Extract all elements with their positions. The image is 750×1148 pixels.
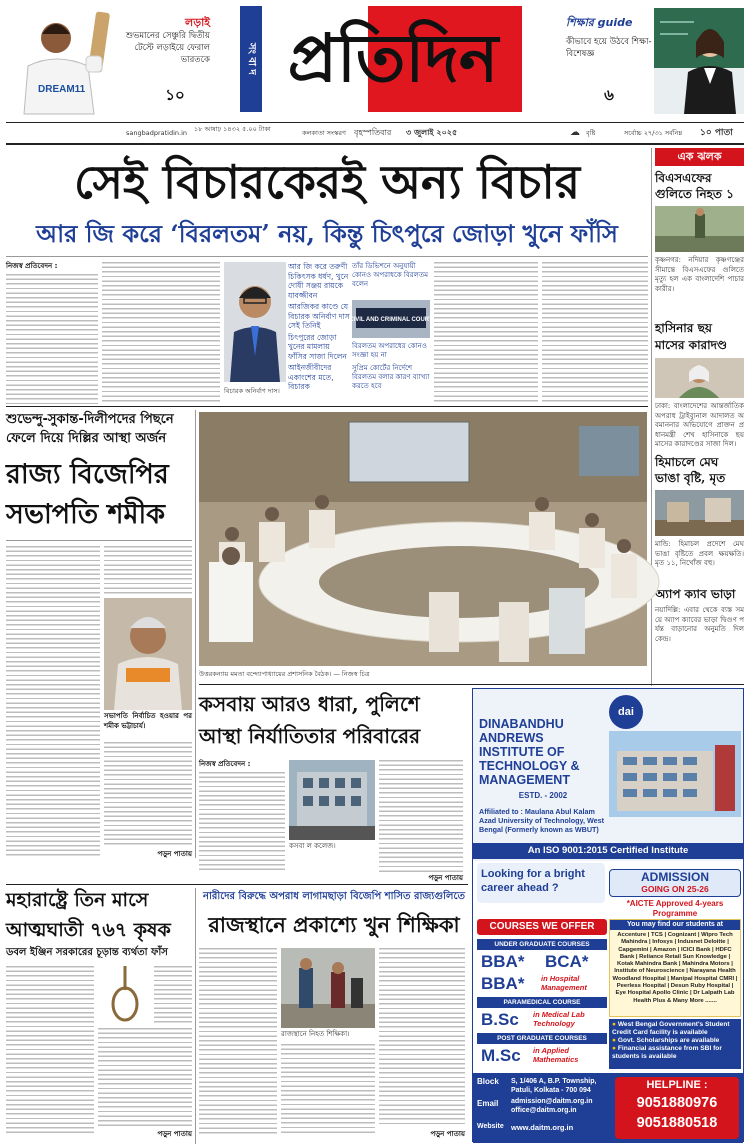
bjp-text-col2a (104, 546, 192, 596)
ad-email[interactable]: admission@daitm.org.in office@daitm.org.in (511, 1098, 593, 1114)
maha-text-col1 (6, 966, 94, 1136)
ad-helpline-label: HELPLINE : (646, 1079, 708, 1091)
ad-contact (473, 1073, 743, 1143)
svg-text:CIVIL AND CRIMINAL COURT: CIVIL AND CRIMINAL COURT (349, 317, 433, 323)
court-photo (349, 300, 433, 338)
ad-name-block (479, 717, 607, 787)
lead-bullet-box (224, 262, 350, 402)
ad-block: S, 1/406 A, B.P. Township, Patuli, Kolkata - 700 094 (511, 1078, 597, 1094)
ad-perk-2-text: Govt. Scholarships are available (617, 1037, 720, 1044)
raj-photo (281, 948, 375, 1028)
col-divider-2 (195, 888, 196, 1144)
ad-perk-2 (612, 1037, 738, 1045)
lead-text-col1 (6, 274, 98, 404)
ad-perk-3 (612, 1045, 738, 1061)
ad-course-msc: M.Sc (481, 1046, 521, 1065)
meeting-rule (199, 684, 744, 685)
ad-course-bsc: B.Sc (481, 1010, 519, 1029)
lead-bullet-4: আইনজীবীদের একাংশের মতে, বিচারক (288, 363, 334, 391)
dateline-day: বৃহস্পতিবার (354, 128, 392, 137)
hasina-portrait (655, 358, 744, 398)
ad-course-bba: BBA* (481, 952, 525, 971)
dateline-top-rule (6, 122, 744, 123)
ad-helpline-box (615, 1077, 739, 1139)
dateline-bottom-rule (6, 143, 744, 145)
kasba-text-col2 (379, 760, 463, 872)
ad-ug-label: UNDER GRADUATE COURSES (477, 939, 607, 950)
daitm-advertisement[interactable] (472, 688, 744, 1142)
sidebar-item-4-head: অ্যাপ ক্যাব ভাড়া (655, 587, 736, 601)
college-building-illustration (289, 760, 375, 840)
lead-bullet-2: আরজিকর কাণ্ডে যে বিচারক অনির্বাণ দাস সেই তিনিই (288, 302, 350, 330)
sidebar-item-4-body: নয়াদিল্লি: এবার থেকে ব্যস্ত সময়ে অ্যাপ ক্যাবের ভাড়া দ্বিগুণ পর্যন্ত বাড়ানোর অনুমতি দিল কেন্দ্র। (655, 606, 744, 643)
lead-text-col2 (102, 262, 220, 402)
ad-block-label: Block (477, 1077, 499, 1086)
ad-course-msc-sub: in Applied Mathematics (533, 1046, 579, 1064)
maha-headline-2[interactable]: আত্মঘাতী ৭৬৭ কৃষক (6, 919, 171, 941)
kasba-continued[interactable]: পড়ুন পাতায় (428, 874, 463, 882)
lead-bullet2-3: সুপ্রিম কোর্টের নির্দেশে বিরলতম বলার কারণ ব্যাখ্যা করতে হবে (352, 364, 430, 390)
ad-aicte: *AICTE Approved 4-years Programme (626, 899, 724, 918)
kasba-photo-caption: কসবা ল কলেজ। (289, 842, 336, 850)
right-teaser-text[interactable]: কীভাবে হয়ে উঠবে শিক্ষা-বিশেষজ্ঞ (566, 37, 652, 59)
sidebar-item-3-photo (655, 490, 744, 536)
ad-perks (609, 1019, 741, 1069)
kasba-col1 (199, 760, 285, 870)
border-scene-illustration (655, 206, 744, 252)
bullet-icon: ● (612, 1021, 618, 1028)
crime-scene-illustration (281, 948, 375, 1028)
samik-photo (104, 598, 192, 710)
lead-dateline: নিজস্ব প্রতিবেদন : (6, 262, 58, 270)
samik-photo-caption: সভাপতি নির্বাচিত হওয়ার পর শমীক ভট্টাচার্য। (104, 712, 192, 730)
bjp-kicker[interactable]: শুভেন্দু-সুকান্ত-দিলীপদের পিছনে ফেলে দিয়ে দিল্লির আস্থা অর্জন (6, 412, 174, 446)
lead-bullet-3: চিৎপুরের জোড়া খুনের মামলায় ফাঁসির সাজা দিলেন (288, 332, 347, 361)
lead-body-col1 (6, 262, 98, 402)
lead-bullet2-2: বিরলতম অপরাধের কোনও সংজ্ঞা হয় না (352, 342, 427, 359)
bjp-headline-2[interactable]: সভাপতি শমীক (6, 499, 166, 530)
kasba-dateline: নিজস্ব প্রতিবেদন : (199, 760, 251, 768)
teacher-photo (654, 8, 744, 114)
dateline-edition: কলকাতা সংস্করণ (302, 129, 346, 137)
ad-perk-3-text: Financial assistance from SBI for students is available (612, 1045, 722, 1060)
svg-text:DREAM11: DREAM11 (38, 84, 86, 95)
paper-title[interactable]: প্রতিদিন (287, 19, 499, 97)
ad-perk-1 (612, 1021, 738, 1037)
dateline-web[interactable]: sangbadpratidin.in (126, 129, 188, 137)
col-divider-1 (195, 410, 196, 858)
ad-course-bba-hm: BBA* (481, 974, 525, 993)
kasba-headline-1[interactable]: কসবায় আরও ধারা, পুলিশে (199, 692, 420, 716)
ad-looking: Looking for a bright career ahead ? (477, 863, 605, 903)
kasba-photo (289, 760, 375, 840)
judge-photo (224, 262, 286, 382)
ad-course-bsc-sub: in Medical Lab Technology (533, 1010, 585, 1028)
ad-recruiters-head: You may find our students at (610, 920, 740, 930)
sidebar-item-2[interactable] (655, 320, 744, 452)
noose-icon (98, 966, 152, 1026)
ad-phone-1[interactable]: 9051880976 (636, 1095, 718, 1111)
samik-portrait (104, 598, 192, 710)
ad-perk-1-text: West Bengal Government's Student Credit Card facility is available (612, 1021, 730, 1036)
meeting-photo-caption: উত্তরকন্যায় মমতা বন্দ্যোপাধ্যায়ের প্রশাসনিক বৈঠক। — নিজস্ব চিত্র (199, 670, 370, 678)
bjp-text-col2b (104, 742, 192, 848)
sidebar-item-1[interactable] (655, 170, 744, 318)
ad-campus-photo (609, 731, 741, 817)
ad-admission-box[interactable] (609, 869, 741, 897)
ad-recruiters-box (609, 919, 741, 1017)
cloud-icon: ☁ (570, 127, 580, 138)
lead-court-box (349, 262, 433, 402)
maha-text-col2 (154, 966, 192, 1026)
ad-web[interactable]: www.daitm.org.in (511, 1123, 574, 1132)
raj-continued[interactable]: পড়ুন পাতায় (430, 1130, 465, 1138)
raj-text-col3 (379, 948, 465, 1126)
ad-name-2: ANDREWS (479, 731, 544, 745)
lead-rule (6, 256, 648, 257)
sidebar-item-1-head: বিএসএফের গুলিতে নিহত ১ (655, 171, 734, 201)
lead-text-col3 (434, 262, 538, 402)
ad-name-3: INSTITUTE OF (479, 745, 565, 759)
maha-continued[interactable]: পড়ুন পাতায় (157, 1130, 192, 1138)
cricketer-photo (6, 8, 118, 114)
bullet-icon: ● (612, 1037, 618, 1044)
lead-bottom-rule (6, 406, 648, 407)
lead-bullet2-1: তাঁর ডিভিশনে অনুযায়ী কোনও অপরাধকে বিরলতম বলেন (352, 262, 428, 288)
left-teaser-text[interactable]: শুভমানের সেঞ্চুরি দ্বিতীয় টেস্টে লড়াইয়ে ফেরাল ভারতকে (125, 31, 210, 65)
ad-name-5: MANAGEMENT (479, 773, 570, 787)
kasba-text-col1 (199, 772, 285, 870)
judge-photo-caption: বিচারক অনির্বাণ দাস। (224, 387, 280, 395)
court-sign-illustration (349, 300, 433, 338)
sidebar-title: এক ঝলক (677, 150, 722, 163)
dateline-date: ৩ জুলাই ২০২৫ (406, 128, 458, 137)
ad-email-label: Email (477, 1099, 499, 1108)
right-teaser-page: ৬ (604, 86, 614, 104)
sidebar-item-1-photo (655, 206, 744, 252)
lead-headline[interactable]: সেই বিচারকেরই অন্য বিচার (73, 155, 580, 209)
ad-web-label: Website (477, 1123, 504, 1130)
sidebar-item-1-body: কৃষ্ণনগর: নদিয়ার কৃষ্ণগঞ্জের সীমান্তে বিএসএফের গুলিতে মৃত্যু হল এক বাংলাদেশি পাচারকারীর। (655, 256, 744, 293)
ad-admission-going: GOING ON 25-26 (641, 884, 709, 894)
judge-portrait (224, 262, 286, 382)
lead-subhead[interactable]: আর জি করে ‘বিরলতম’ নয়, কিন্তু চিৎপুরে জোড়া খুনে ফাঁসি (36, 219, 618, 248)
campus-building-illustration (609, 731, 741, 817)
ad-iso: An ISO 9001:2015 Certified Institute (473, 843, 743, 859)
right-teaser-tag: শিক্ষার guide (566, 16, 633, 29)
bjp-headline-1[interactable]: রাজ্য বিজেপির (6, 459, 169, 490)
ad-name-4: TECHNOLOGY & (479, 759, 580, 773)
meeting-photo (199, 412, 647, 666)
dateline-price: ১৮ আষাঢ় ১৪৩২ ৫.০০ টাকা (194, 125, 271, 133)
raj-text-col1 (199, 948, 277, 1136)
lead-bullets (288, 262, 350, 391)
side-label-box (240, 6, 262, 112)
maha-subhead: ডবল ইঞ্জিন সরকারের চূড়ান্ত ব্যর্থতা ফাঁস (6, 947, 168, 958)
ad-course-bca: BCA* (545, 952, 589, 971)
dateline-temp: সর্বোচ্চ ২৭/৩১ সর্বনিম্ন (624, 129, 683, 137)
sidebar-divider (651, 148, 652, 686)
raj-photo-caption: রাজস্থানে নিহত শিক্ষিকা। (281, 1030, 350, 1038)
kasba-headline-2[interactable]: আস্থা নির্যাতিতার পরিবারের (199, 724, 421, 748)
ad-courses-title: COURSES WE OFFER (477, 919, 607, 935)
lead-bullet-1: আর জি করে তরুণী চিকিৎসক ধর্ষণ, খুনে দোষী সঞ্জয় রায়কে যাবজ্জীবন (288, 262, 349, 300)
maha-text-col3 (98, 1028, 192, 1128)
ad-course-bba-hm-sub: in Hospital Management (541, 974, 587, 992)
left-teaser-page: ১০ (165, 86, 185, 104)
lead-text-col4 (542, 262, 648, 402)
kasba-bottom-rule (6, 884, 468, 885)
dateline-pages: ১০ পাতা (700, 128, 733, 138)
raj-kicker[interactable]: নারীদের বিরুদ্ধে অপরাধ লাগামছাড়া বিজেপি শাসিত রাজ্যগুলিতে (203, 891, 465, 902)
sidebar-item-4[interactable] (655, 586, 744, 686)
sidebar-item-3-body: মান্ডি: হিমাচল প্রদেশে মেঘ ভাঙা বৃষ্টিতে প্রবল ক্ষয়ক্ষতি। মৃত ১১, নিখোঁজ বহু। (655, 540, 744, 567)
flood-illustration (655, 490, 744, 536)
ad-pg-label: POST GRADUATE COURSES (477, 1033, 607, 1044)
bjp-continued[interactable]: পড়ুন পাতায় (157, 850, 192, 858)
bjp-text-col1 (6, 546, 100, 858)
ad-para-label: PARAMEDICAL COURSE (477, 997, 607, 1008)
masthead (0, 0, 750, 122)
sidebar-item-3-head: হিমাচলে মেঘ ভাঙা বৃষ্টি, মৃত (655, 455, 726, 485)
raj-headline[interactable]: রাজস্থানে প্রকাশ্যে খুন শিক্ষিকা (208, 912, 460, 937)
raj-text-col2 (281, 1044, 375, 1136)
ad-phone-2[interactable]: 9051880518 (636, 1115, 718, 1131)
bjp-rule (6, 540, 192, 541)
sidebar-title-box (655, 148, 744, 166)
sidebar-item-2-head: হাসিনার ছয় মাসের কারাদণ্ড (655, 321, 728, 352)
side-label: সং বা দ (246, 43, 257, 75)
ad-affiliation: Affiliated to : Maulana Abul Kalam Azad University of Technology, West Bengal (Formerly known as WBUT) (479, 807, 605, 834)
maha-headline-1[interactable]: মহারাষ্ট্রে তিন মাসে (6, 889, 149, 911)
sidebar-item-2-photo (655, 358, 744, 398)
ad-estd: ESTD. - 2002 (518, 791, 568, 800)
sidebar-item-3[interactable] (655, 454, 744, 584)
left-teaser-tag: লড়াই (185, 16, 210, 29)
sidebar-item-2-body: ঢাকা: বাংলাদেশের আন্তর্জাতিক অপরাধ ট্রাইব্যুনাল আদালত অবমাননার অভিযোগে প্রাক্তন প্রধানমন্ত্রী শেখ হাসিনাকে ছয় মাসের কারাদণ্ডের সাজা দিল। (655, 402, 744, 448)
bullet-icon: ● (612, 1045, 618, 1052)
ad-admission: ADMISSION (640, 870, 709, 884)
ad-name-1: DINABANDHU (479, 717, 564, 731)
ad-logo: dai (609, 695, 643, 729)
teacher-illustration (654, 8, 744, 114)
dateline (6, 124, 744, 142)
meeting-illustration (199, 412, 647, 666)
noose-illustration (98, 966, 152, 1026)
cricketer-illustration (6, 8, 118, 114)
dateline-weather: বৃষ্টি (586, 129, 596, 137)
ad-recruiters-list: Accenture | TCS | Cognizant | Wipro Tech Mahindra | Infosys | Indusnet Deloitte | Capgemini | Amazon | ICICI Bank | HDFC Bank | Reliance Retail Sun Knowledge | Kotak Mahindra Bank | Mahindra Motors | Institute of Neuroscience | Narayana Health Woodland Hospital | Manipal Hospital CMRI | Peerless Hospital | Desun Ruby Hospital | Eye Hospital Apollo Clinic | Dr Lalpath Lab Health Plus & Many More ....... (612, 932, 738, 1004)
